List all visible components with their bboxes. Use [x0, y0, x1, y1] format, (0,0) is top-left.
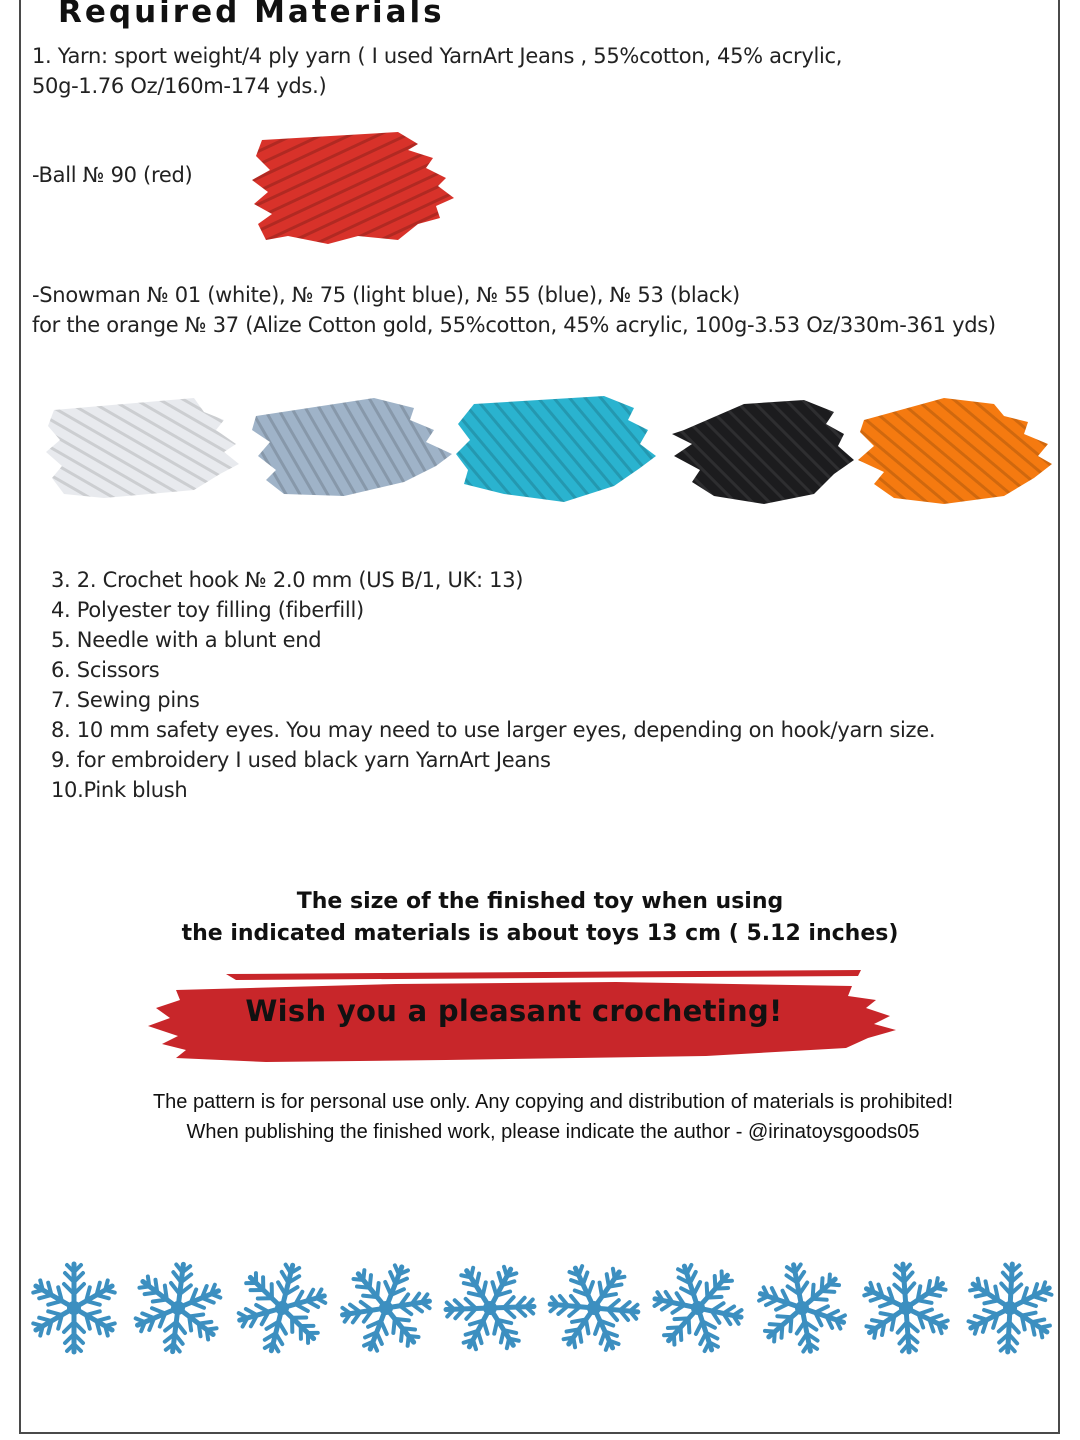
list-item: 5. Needle with a blunt end	[51, 628, 322, 652]
copyright-line-1: The pattern is for personal use only. Any copying and distribution of materials is prohibited!	[152, 1091, 954, 1113]
list-item: 6. Scissors	[51, 658, 160, 682]
yarn-line-2: 50g-1.76 Oz/160m-174 yds.)	[32, 74, 327, 98]
finished-size-line-2: the indicated materials is about toys 13 cm ( 5.12 inches)	[181, 921, 899, 946]
snowflake-icon	[130, 1259, 226, 1357]
list-item: 9. for embroidery I used black yarn YarnArt Jeans	[51, 748, 551, 772]
ball-label: -Ball № 90 (red)	[32, 163, 193, 187]
snowflake-icon	[230, 1258, 335, 1358]
finished-size-note	[100, 886, 980, 950]
black-yarn-swatch	[672, 400, 854, 504]
page-title: Required Materials	[58, 0, 445, 30]
snowflake-icon	[431, 1258, 548, 1358]
supplies-list	[51, 565, 935, 805]
yarn-line-1: 1. Yarn: sport weight/4 ply yarn ( I used YarnArt Jeans , 55%cotton, 45% acrylic,	[32, 44, 843, 68]
blue-yarn-swatch	[456, 396, 656, 502]
snowflake-icon	[330, 1258, 442, 1358]
copyright-notice	[60, 1087, 1046, 1147]
banner-stroke-thin	[226, 970, 861, 980]
snowflake-icon	[741, 1258, 864, 1358]
copyright-line-2: When publishing the finished work, please indicate the author - @irinatoysgoods05	[186, 1121, 920, 1143]
snowman-yarn-swatches	[44, 390, 1054, 508]
snowflake-icon	[533, 1258, 654, 1358]
banner-text: Wish you a pleasant crocheting!	[245, 994, 783, 1028]
white-yarn-swatch	[46, 398, 239, 498]
snowman-line-2: for the orange № 37 (Alize Cotton gold, 55%cotton, 45% acrylic, 100g-3.53 Oz/330m-361 yds)	[32, 313, 996, 337]
list-item: 10.Pink blush	[51, 778, 188, 802]
snowflake-border	[22, 1258, 1062, 1358]
snowflake-icon	[845, 1258, 966, 1358]
list-item: 7. Sewing pins	[51, 688, 200, 712]
red-yarn-swatch	[248, 128, 456, 246]
light-blue-yarn-swatch	[252, 398, 452, 496]
snowflake-icon	[637, 1258, 760, 1358]
snowflake-icon	[951, 1258, 1062, 1358]
snowman-line-1: -Snowman № 01 (white), № 75 (light blue), № 55 (blue), № 53 (black)	[32, 283, 740, 307]
finished-size-line-1: The size of the finished toy when using	[296, 889, 784, 914]
list-item: 4. Polyester toy filling (fiberfill)	[51, 598, 364, 622]
orange-yarn-swatch	[858, 398, 1052, 504]
list-item: 8. 10 mm safety eyes. You may need to use larger eyes, depending on hook/yarn size.	[51, 718, 936, 742]
snowflake-icon	[31, 1264, 117, 1352]
list-item: 3. 2. Crochet hook № 2.0 mm (US B/1, UK: 13)	[51, 568, 524, 592]
